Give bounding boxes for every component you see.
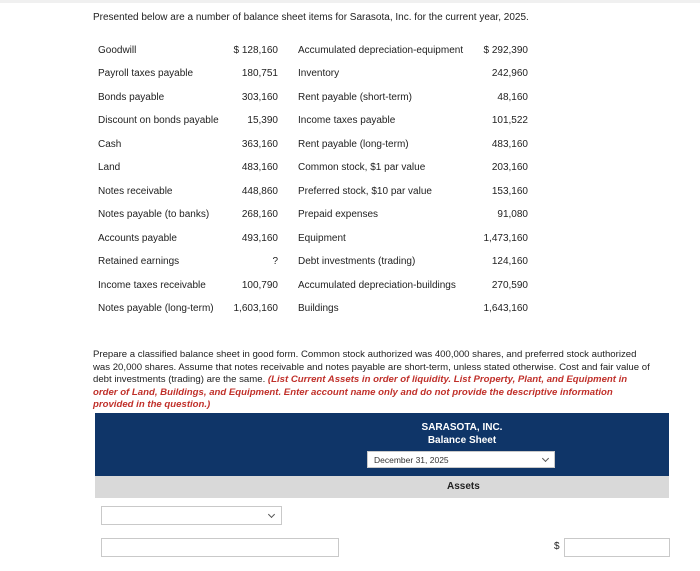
item-name: Rent payable (short-term) — [298, 92, 412, 103]
item-name: Equipment — [298, 233, 346, 244]
item-value: 242,960 — [491, 68, 528, 79]
table-row — [0, 92, 700, 108]
account-category-select[interactable] — [101, 506, 282, 525]
item-name: Retained earnings — [98, 256, 180, 267]
item-value: 1,603,160 — [233, 303, 278, 314]
table-row — [0, 139, 700, 155]
item-name: Notes receivable — [98, 186, 173, 197]
item-name: Common stock, $1 par value — [298, 162, 426, 173]
item-value: 268,160 — [241, 209, 278, 220]
table-row — [0, 303, 700, 319]
item-value: 124,160 — [491, 256, 528, 267]
item-value: 483,160 — [491, 139, 528, 150]
item-value: 270,590 — [491, 280, 528, 291]
item-value: 101,522 — [491, 115, 528, 126]
item-value: 180,751 — [241, 68, 278, 79]
item-value: 91,080 — [497, 209, 528, 220]
item-name: Discount on bonds payable — [98, 115, 219, 126]
item-value: 303,160 — [241, 92, 278, 103]
assets-label: Assets — [447, 481, 480, 492]
sheet-title: Balance Sheet — [427, 435, 497, 446]
chevron-down-icon — [268, 511, 275, 518]
company-name: SARASOTA, INC. — [421, 422, 503, 433]
date-select-value: December 31, 2025 — [374, 455, 449, 465]
assets-section-header — [95, 476, 669, 498]
item-value: 448,860 — [241, 186, 278, 197]
item-value: 1,643,160 — [483, 303, 528, 314]
chevron-down-icon — [542, 455, 549, 462]
currency-symbol: $ — [554, 541, 560, 552]
table-row — [0, 256, 700, 272]
item-value: 48,160 — [497, 92, 528, 103]
account-name-input[interactable] — [101, 538, 339, 557]
instructions-text — [93, 349, 653, 412]
item-name: Accumulated depreciation-buildings — [298, 280, 456, 291]
table-row — [0, 280, 700, 296]
table-row — [0, 209, 700, 225]
item-value: $ 128,160 — [233, 45, 278, 56]
item-value: 15,390 — [247, 115, 278, 126]
item-name: Debt investments (trading) — [298, 256, 416, 267]
table-row — [0, 162, 700, 178]
item-value: ? — [272, 256, 278, 267]
item-name: Buildings — [298, 303, 339, 314]
item-name: Accounts payable — [98, 233, 177, 244]
date-select[interactable] — [367, 451, 555, 468]
item-value: 493,160 — [241, 233, 278, 244]
item-value: 483,160 — [241, 162, 278, 173]
item-name: Prepaid expenses — [298, 209, 379, 220]
item-name: Cash — [98, 139, 122, 150]
table-row — [0, 115, 700, 131]
item-name: Accumulated depreciation-equipment — [298, 45, 464, 56]
item-name: Notes payable (to banks) — [98, 209, 210, 220]
table-row — [0, 45, 700, 61]
item-name: Preferred stock, $10 par value — [298, 186, 432, 197]
table-row — [0, 233, 700, 249]
table-row — [0, 68, 700, 84]
amount-input[interactable] — [564, 538, 670, 557]
item-value: 203,160 — [491, 162, 528, 173]
item-value: 1,473,160 — [483, 233, 528, 244]
instructions-note: (List Current Assets in order of liquidity. List Property, Plant, and Equipment in order of Land, Buildings, and Equipment. Enter account name only and do not provide the descriptive information provided in the question.) — [93, 374, 628, 411]
item-name: Income taxes receivable — [98, 280, 206, 291]
item-value: 363,160 — [241, 139, 278, 150]
item-value: 100,790 — [241, 280, 278, 291]
balance-sheet-header — [95, 413, 669, 476]
item-name: Land — [98, 162, 121, 173]
item-name: Bonds payable — [98, 92, 165, 103]
item-name: Inventory — [298, 68, 340, 79]
instructions-main: Prepare a classified balance sheet in good form. Common stock authorized was 400,000 shares, and preferred stock authorized was 20,000 shares. Assume that notes receivable and notes payable are short-term, unless stated otherwise. Cost and fair value of debt investments (trading) are the same. — [93, 349, 650, 386]
item-value: 153,160 — [491, 186, 528, 197]
item-name: Notes payable (long-term) — [98, 303, 214, 314]
item-name: Goodwill — [98, 45, 137, 56]
intro-text: Presented below are a number of balance sheet items for Sarasota, Inc. for the current year, 2025. — [93, 12, 529, 23]
item-name: Rent payable (long-term) — [298, 139, 409, 150]
item-name: Income taxes payable — [298, 115, 396, 126]
table-row — [0, 186, 700, 202]
item-name: Payroll taxes payable — [98, 68, 194, 79]
item-value: $ 292,390 — [483, 45, 528, 56]
